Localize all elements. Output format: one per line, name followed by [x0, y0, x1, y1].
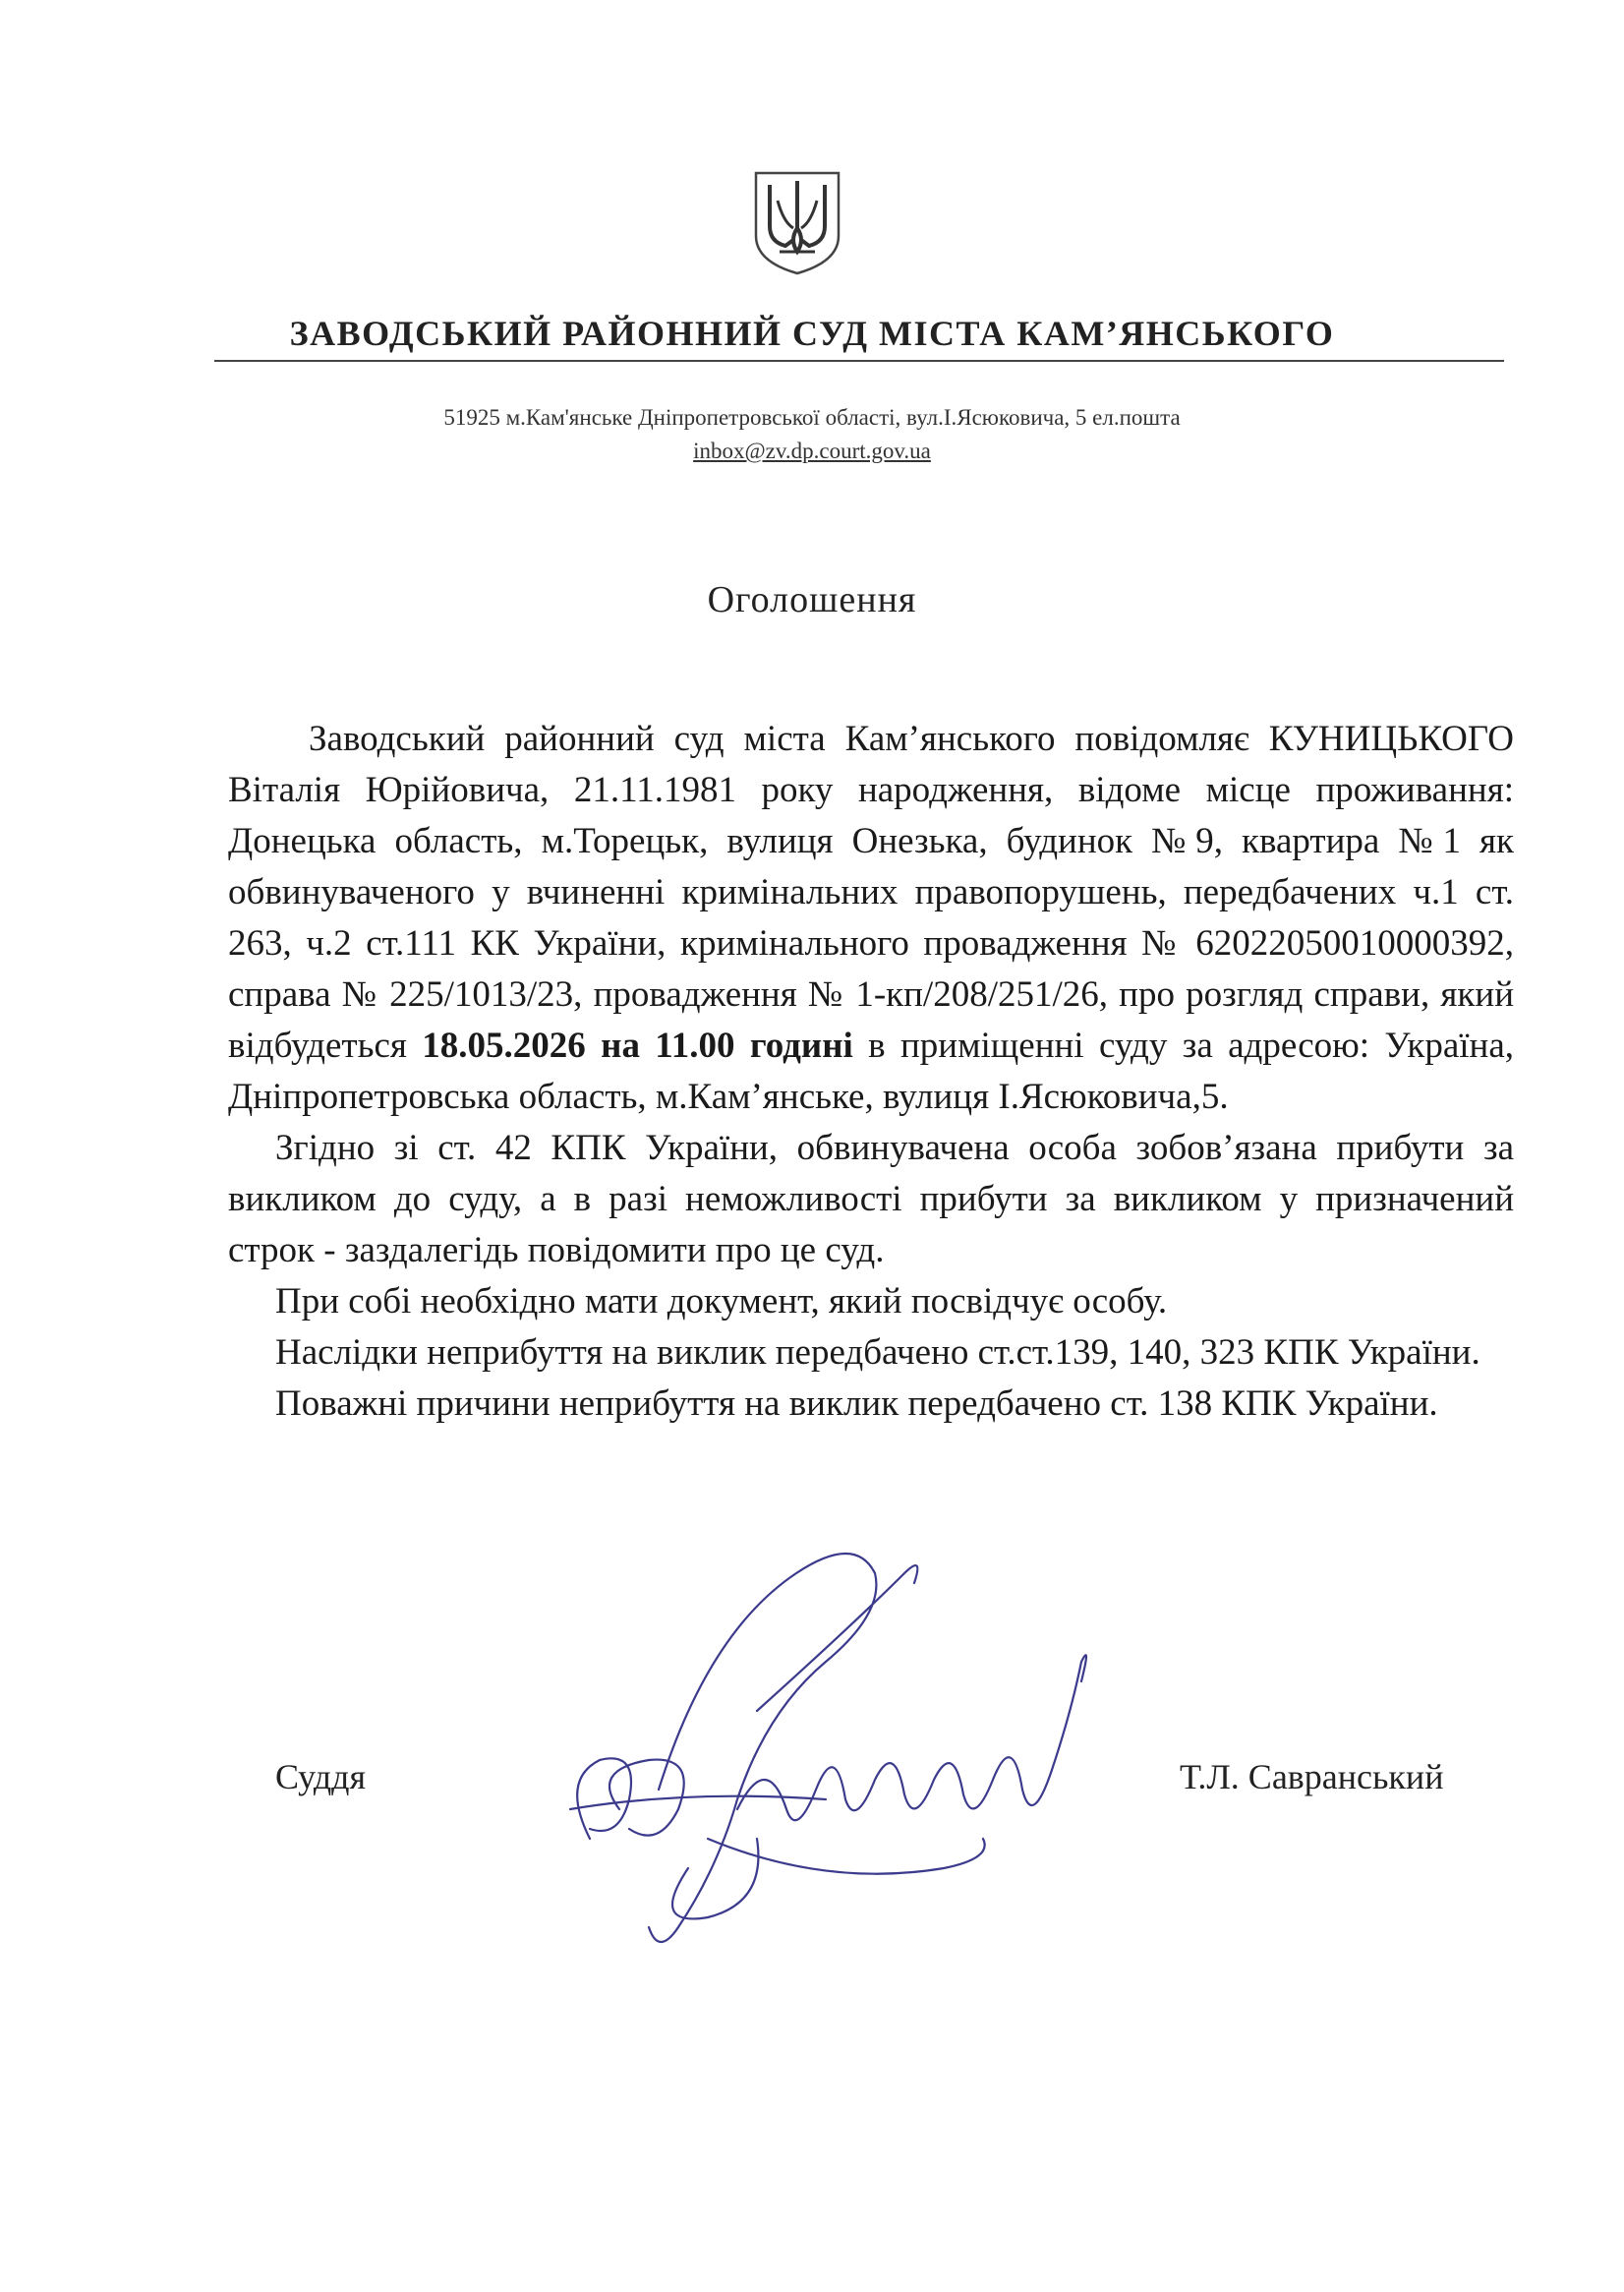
paragraph-obligation: Згідно зі ст. 42 КПК України, обвинувачена особа зобов’язана прибути за викликом до суду, а в разі неможливості прибути за викликом у призначений строк - заздалегідь повідомити про це суд.	[228, 1128, 1514, 1270]
document-title: Оголошення	[707, 579, 917, 620]
trident-emblem-icon	[750, 167, 844, 277]
paragraph-consequences: Наслідки неприбуття на виклик передбачено ст.ст.139, 140, 323 КПК України.	[275, 1332, 1480, 1373]
hearing-date-time: 18.05.2026 на 11.00 годині	[422, 1026, 853, 1066]
judge-name: Т.Л. Савранський	[1180, 1757, 1444, 1796]
address-line: 51925 м.Кам'янське Дніпропетровської області, вул.І.Ясюковича, 5 ел.пошта	[443, 405, 1181, 430]
email-link[interactable]: inbox@zv.dp.court.gov.ua	[693, 439, 931, 463]
judge-label: Суддя	[275, 1757, 367, 1796]
handwritten-signature-icon	[531, 1514, 1160, 1967]
court-name-heading: ЗАВОДСЬКИЙ РАЙОННИЙ СУД МІСТА КАМ’ЯНСЬКОГО	[289, 314, 1335, 353]
court-address	[0, 401, 1624, 468]
announcement-body	[228, 714, 1514, 1430]
paragraph-summons: Заводський районний суд міста Кам’янського повідомляє КУНИЦЬКОГО Віталія Юрійовича, 21.11.1981 року народження, відоме місце проживання: Донецька область, м.Торецьк, вулиця Онезька, будинок №9, квартира №1 як обвинуваченого у вчиненні кримінальних правопорушень, передбачених ч.1 ст. 263, ч.2 ст.111 КК України, кримінального провадження № 62022050010000392, справа № 225/1013/23, провадження № 1-кп/208/251/26, про розгляд справи, який відбудеться 18.05.2026 на 11.00 годині в приміщенні суду за адресою: Україна, Дніпропетровська область, м.Кам’янське, вулиця І.Ясюковича,5.	[228, 719, 1515, 1117]
paragraph-valid-reasons: Поважні причини неприбуття на виклик передбачено ст. 138 КПК України.	[275, 1383, 1438, 1424]
header-divider	[214, 360, 1504, 362]
paragraph-id-document: При собі необхідно мати документ, який посвідчує особу.	[275, 1281, 1168, 1322]
